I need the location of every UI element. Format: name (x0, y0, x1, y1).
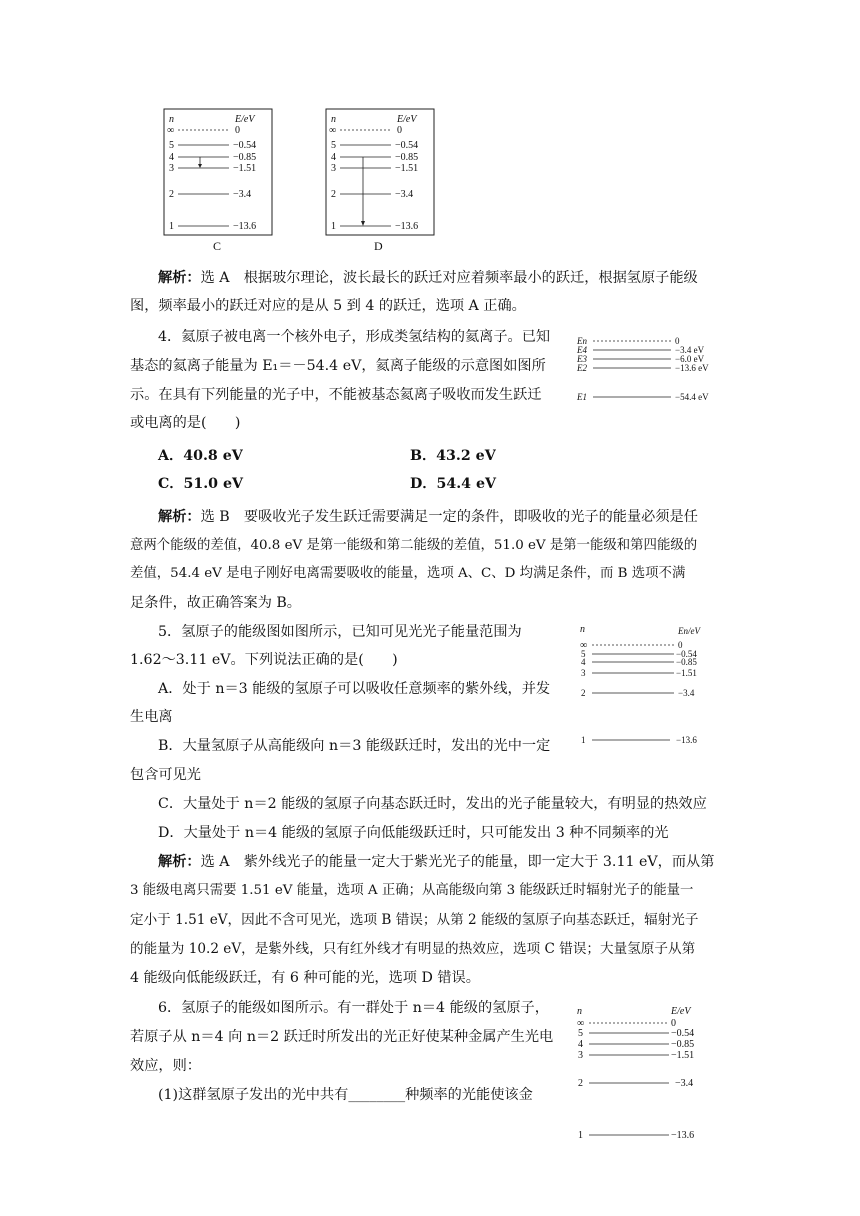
q4-level-label: E4 (577, 345, 587, 355)
solution-label: 解析： (158, 854, 201, 870)
figure-c-level-e: −3.4 (233, 189, 252, 200)
q4-stem-line: 或电离的是( ) (130, 415, 241, 431)
figure-c-level-n: 3 (169, 163, 174, 174)
q4-solution-line: 足条件，故正确答案为 B。 (130, 595, 301, 611)
figure-d-e-header: E/eV (397, 114, 417, 125)
figure-d-level-n: 5 (331, 140, 336, 151)
q5-level-n: ∞ (580, 640, 588, 651)
q5-e-header: En/eV (678, 626, 700, 636)
figure-d-n-header: n (331, 114, 336, 125)
q4-stem-line: 示。在具有下列能量的光子中，不能被基态氦离子吸收而发生跃迁 (130, 387, 542, 403)
q6-level-e: 0 (671, 1018, 676, 1029)
q4-level-energy: 0 (675, 336, 680, 346)
q6-n-header: n (577, 1006, 582, 1017)
figure-c-caption: C (213, 239, 222, 253)
q4-level-energy: −3.4 eV (675, 345, 705, 355)
q5-option-line: C．大量处于 n＝2 能级的氢原子向基态跃迁时，发出的光子能量较大，有明显的热效应 (158, 796, 707, 812)
figure-c-level-n: 5 (169, 140, 174, 151)
q6-level-e: −0.54 (671, 1028, 695, 1039)
q5-level-n: 5 (581, 649, 586, 659)
q5-solution-line: 3 能级电离只需要 1.51 eV 能量，选项 A 正确；从高能级向第 3 能级跃迁时辐射光子的能量一 (130, 883, 694, 898)
q6-stem-line: (1)这群氢原子发出的光中共有________种频率的光能使该金 (158, 1087, 533, 1103)
q5-stem-line: 1.62～3.11 eV。下列说法正确的是( ) (130, 652, 398, 668)
hydrogen-energy-diagram-q5 (578, 620, 718, 750)
energy-level-figure-d (325, 108, 435, 238)
q4-stem-line: 基态的氦离子能量为 E₁＝－54.4 eV，氦离子能级的示意图如图所 (130, 358, 546, 374)
q6-level-n: 2 (578, 1078, 583, 1089)
solution-text: 选 B 要吸收光子发生跃迁需要满足一定的条件，即吸收的光子的能量必须是任 (200, 509, 698, 525)
q4-level-label: E3 (577, 354, 587, 364)
q3-solution-line-2: 图，频率最小的跃迁对应的是从 5 到 4 的跃迁，选项 A 正确。 (130, 298, 526, 314)
q5-level-e: −0.85 (676, 657, 697, 667)
figure-d-level-e: −0.85 (395, 152, 419, 163)
q5-option-line: A．处于 n＝3 能级的氢原子可以吸收任意频率的紫外线，并发 (158, 681, 551, 697)
figure-c-level-n: 4 (169, 152, 174, 163)
q6-stem-line: 效应，则： (130, 1058, 201, 1074)
solution-label: 解析： (158, 509, 201, 525)
q5-level-e: −0.54 (676, 649, 697, 659)
q6-level-e: −1.51 (671, 1050, 695, 1061)
q4-option-d: D．54.4 eV (410, 476, 497, 492)
q4-solution-line: 差值，54.4 eV 是电子刚好电离需要吸收的能量，选项 A、C、D 均满足条件，而 B 选项不满 (130, 566, 686, 581)
q4-option-a: A．40.8 eV (158, 448, 243, 464)
helium-ion-energy-diagram (575, 332, 735, 406)
q4-level-label: E1 (577, 392, 587, 402)
q6-e-header: E/eV (671, 1006, 691, 1017)
q5-level-n: 1 (581, 735, 586, 745)
q4-level-energy: −13.6 eV (675, 363, 709, 373)
q6-level-n: 4 (578, 1039, 583, 1050)
figure-c-n-header: n (169, 114, 174, 125)
figure-c-level-e: −0.54 (233, 140, 257, 151)
figure-d-level-e: −3.4 (395, 189, 414, 200)
q6-stem-line: 若原子从 n＝4 向 n＝2 跃迁时所发出的光正好使某种金属产生光电 (130, 1029, 554, 1045)
hydrogen-energy-diagram-q6 (575, 1000, 715, 1150)
figure-d-level-e: −1.51 (395, 163, 419, 174)
figure-c-e-header: E/eV (235, 114, 255, 125)
figure-c-level-e: −13.6 (233, 221, 257, 232)
q3-solution (130, 264, 738, 292)
figure-d-level-e: −13.6 (395, 221, 419, 232)
figure-c-level-e: −1.51 (233, 163, 257, 174)
q5-level-e: −1.51 (676, 668, 697, 678)
figure-c-level-n: 1 (169, 221, 174, 232)
energy-level-figure-c (163, 108, 273, 238)
q6-level-e: −3.4 (675, 1078, 694, 1089)
q4-solution-line: 意两个能级的差值，40.8 eV 是第一能级和第二能级的差值，51.0 eV 是第一能级和第四能级的 (130, 538, 698, 553)
figure-d-level-n: 3 (331, 163, 336, 174)
q5-option-line: B．大量氢原子从高能级向 n＝3 能级跃迁时，发出的光中一定 (158, 738, 551, 754)
figure-d-level-n: 2 (331, 189, 336, 200)
figure-c-level-e: 0 (235, 125, 240, 136)
q4-option-b: B．43.2 eV (410, 448, 496, 464)
q5-solution-line (158, 848, 714, 876)
q5-solution-line: 的能量为 10.2 eV，是紫外线，只有红外线才有明显的热效应，选项 C 错误；大量氢原子从第 (130, 941, 696, 957)
q5-option-line: D．大量处于 n＝4 能级的氢原子向低能级跃迁时，只可能发出 3 种不同频率的光 (158, 825, 669, 841)
q6-level-n: ∞ (577, 1018, 585, 1029)
q5-level-n: 3 (581, 668, 586, 678)
q5-level-e: −13.6 (676, 735, 697, 745)
q5-solution-line: 4 能级向低能级跃迁，有 6 种可能的光，选项 D 错误。 (130, 970, 480, 986)
q6-level-n: 5 (578, 1028, 583, 1039)
figure-d-level-n: 1 (331, 221, 336, 232)
q6-level-e: −0.85 (671, 1039, 695, 1050)
q5-level-e: −3.4 (678, 688, 695, 698)
q5-option-line: 包含可见光 (130, 767, 201, 783)
q5-level-n: 4 (581, 657, 586, 667)
q4-option-c: C．51.0 eV (158, 476, 244, 492)
q6-stem-line: 6．氢原子的能级如图所示。有一群处于 n＝4 能级的氢原子， (158, 1000, 549, 1016)
q5-option-line: 生电离 (130, 709, 173, 725)
q4-level-label: E2 (577, 363, 587, 373)
figure-d-level-n: 4 (331, 152, 336, 163)
solution-text: 选 A 紫外线光子的能量一定大于紫光光子的能量，即一定大于 3.11 eV，而从第 (200, 854, 715, 870)
q5-solution-line: 定小于 1.51 eV，因此不含可见光，选项 B 错误；从第 2 能级的氢原子向基态跃迁，辐射光子 (130, 912, 699, 928)
q5-stem-line: 5．氢原子的能级图如图所示，已知可见光光子能量范围为 (158, 624, 522, 640)
figure-d-level-n: ∞ (329, 125, 337, 136)
q5-level-n: 2 (581, 688, 586, 698)
q4-stem-line: 4．氦原子被电离一个核外电子，形成类氢结构的氦离子。已知 (158, 329, 551, 345)
q5-level-e: 0 (678, 640, 683, 650)
q4-level-energy: −54.4 eV (675, 392, 709, 402)
q6-level-e: −13.6 (671, 1130, 695, 1141)
figure-d-caption: D (374, 239, 383, 253)
q4-level-energy: −6.0 eV (675, 354, 705, 364)
q6-level-n: 3 (578, 1050, 583, 1061)
figure-d-level-e: −0.54 (395, 140, 419, 151)
q4-solution-line (158, 503, 698, 531)
solution-label: 解析： (158, 270, 201, 286)
figure-d-level-e: 0 (397, 125, 402, 136)
figure-c-level-n: ∞ (167, 125, 175, 136)
figure-c-level-n: 2 (169, 189, 174, 200)
q5-n-header: n (580, 624, 585, 635)
q6-level-n: 1 (578, 1130, 583, 1141)
q4-level-label: En (577, 336, 587, 346)
solution-text: 选 A 根据玻尔理论，波长最长的跃迁对应着频率最小的跃迁，根据氢原子能级 (200, 270, 698, 286)
figure-c-level-e: −0.85 (233, 152, 257, 163)
